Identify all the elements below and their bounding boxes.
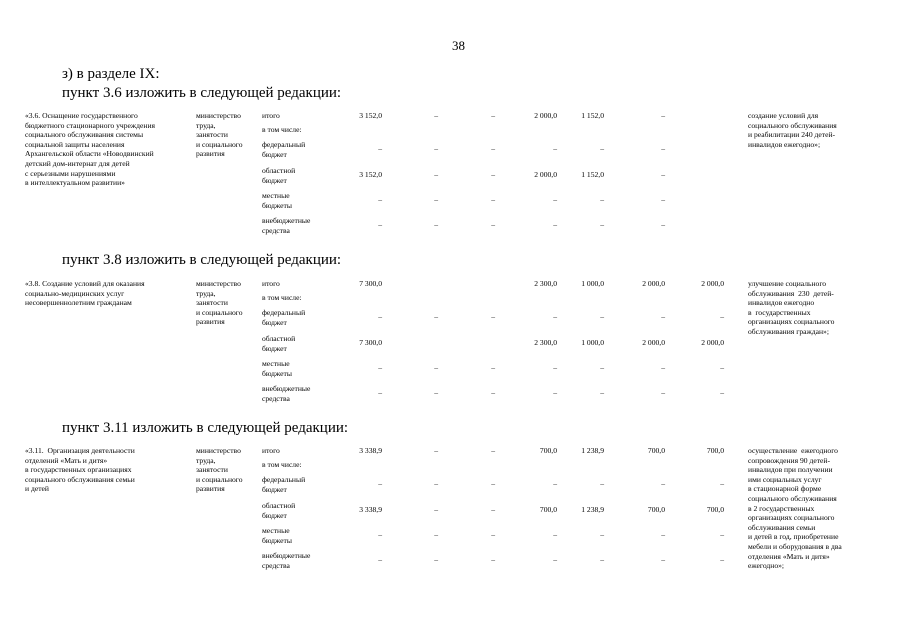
measure-name-line: с серьезными нарушениями — [25, 168, 116, 178]
executor-line: и социального — [196, 139, 243, 149]
funding-source-label: итого — [262, 111, 280, 120]
expected-result-line: и реабилитации 240 детей- — [748, 130, 836, 140]
funding-source-label: внебюджетные — [262, 551, 311, 560]
funding-value: 1 152,0 — [581, 170, 604, 179]
funding-value: – — [378, 195, 382, 204]
funding-value: 700,0 — [647, 446, 665, 455]
expected-result-line: улучшение социального — [748, 279, 827, 288]
funding-value: – — [600, 363, 604, 372]
expected-result-line: обслуживания граждан»; — [748, 327, 829, 336]
funding-source-label: бюджет — [262, 317, 287, 327]
funding-value: 1 238,9 — [581, 505, 604, 514]
funding-value: 7 300,0 — [359, 279, 382, 288]
funding-value: – — [378, 530, 382, 539]
funding-value: 2 300,0 — [534, 338, 557, 347]
executor-line: министерство — [196, 111, 241, 120]
expected-result-line: создание условий для — [748, 111, 819, 120]
funding-value: – — [491, 479, 495, 488]
funding-source-label: местные — [262, 191, 290, 200]
executor-line: министерство — [196, 446, 241, 455]
funding-value: – — [491, 555, 495, 564]
funding-value: – — [553, 195, 557, 204]
funding-value: – — [491, 530, 495, 539]
funding-value: – — [661, 555, 665, 564]
funding-value: – — [720, 388, 724, 397]
funding-value: 700,0 — [539, 505, 557, 514]
funding-source-label: бюджет — [262, 510, 287, 520]
measure-name-line: «3.11. Организация деятельности — [25, 446, 135, 455]
measure-name-line: в интеллектуальном развитии» — [25, 178, 125, 188]
funding-source-label: средства — [262, 393, 290, 403]
expected-result-line: сопровождения 90 детей- — [748, 455, 830, 465]
measure-name-line: несовершеннолетним гражданам — [25, 298, 132, 308]
funding-value: – — [434, 530, 438, 539]
funding-value: 2 300,0 — [534, 279, 557, 288]
funding-value: – — [491, 195, 495, 204]
funding-value: – — [661, 195, 665, 204]
measure-name-line: Архангельской области «Новодвинский — [25, 149, 154, 159]
expected-result-line: инвалидов при получении — [748, 465, 833, 475]
funding-value: – — [553, 363, 557, 372]
funding-value: – — [434, 111, 438, 120]
funding-source-label: областной — [262, 501, 296, 510]
funding-value: – — [553, 144, 557, 153]
funding-value: 1 152,0 — [581, 111, 604, 120]
subsection-heading: пункт 3.6 изложить в следующей редакции: — [62, 85, 342, 101]
funding-value: – — [378, 144, 382, 153]
executor-line: занятости — [196, 298, 228, 308]
measure-name-line: детский дом-интернат для детей — [25, 159, 130, 168]
measure-name-line: социально-медицинских услуг — [25, 288, 125, 298]
funding-value: – — [720, 479, 724, 488]
funding-value: – — [553, 530, 557, 539]
funding-value: – — [553, 479, 557, 488]
measure-name-line: социального обслуживания семьи — [25, 474, 135, 484]
funding-value: – — [661, 170, 665, 179]
executor-line: министерство — [196, 279, 241, 288]
expected-result-line: в стационарной форме — [748, 484, 822, 494]
funding-value: – — [491, 220, 495, 229]
funding-source-label: бюджет — [262, 175, 287, 185]
funding-value: 700,0 — [539, 446, 557, 455]
funding-value: – — [378, 220, 382, 229]
executor-line: развития — [196, 484, 225, 494]
funding-value: – — [600, 312, 604, 321]
expected-result-line: и детей в год, приобретение — [748, 532, 839, 542]
funding-value: – — [661, 111, 665, 120]
executor-line: занятости — [196, 130, 228, 140]
funding-source-label: федеральный — [262, 475, 306, 484]
executor-line: развития — [196, 149, 225, 159]
measure-name-line: отделений «Мать и дитя» — [25, 455, 108, 465]
measure-name-line: социального обслуживания системы — [25, 130, 144, 140]
funding-value: – — [600, 220, 604, 229]
expected-result-line: ежегодно»; — [748, 561, 785, 571]
funding-source-label: местные — [262, 359, 290, 368]
funding-value: 7 300,0 — [359, 338, 382, 347]
funding-value: – — [553, 220, 557, 229]
funding-value: – — [553, 312, 557, 321]
executor-line: и социального — [196, 474, 243, 484]
funding-value: – — [434, 144, 438, 153]
funding-value: 1 000,0 — [581, 279, 604, 288]
funding-value: – — [600, 479, 604, 488]
funding-source-label: бюджет — [262, 343, 287, 353]
measure-name-line: бюджетного стационарного учреждения — [25, 120, 156, 130]
expected-result-line: в государственных — [748, 307, 811, 317]
funding-value: – — [661, 312, 665, 321]
funding-value: – — [720, 363, 724, 372]
funding-source-label: местные — [262, 526, 290, 535]
measure-name-line: в государственных организациях — [25, 465, 132, 475]
funding-value: 700,0 — [706, 446, 724, 455]
executor-line: развития — [196, 317, 225, 327]
section-heading: з) в разделе IX: — [62, 66, 160, 82]
funding-source-label: средства — [262, 225, 290, 235]
funding-value: – — [661, 363, 665, 372]
funding-value: – — [434, 505, 438, 514]
expected-result-line: осуществление ежегодного — [748, 446, 838, 455]
funding-value: – — [720, 555, 724, 564]
funding-value: – — [434, 446, 438, 455]
page-number: 38 — [452, 38, 465, 53]
funding-value: – — [434, 170, 438, 179]
funding-value: – — [720, 312, 724, 321]
funding-value: – — [600, 144, 604, 153]
funding-value: – — [600, 530, 604, 539]
funding-source-label: бюджет — [262, 149, 287, 159]
funding-value: – — [434, 312, 438, 321]
expected-result-line: мебели и оборудования в два — [748, 542, 842, 551]
expected-result-line: обслуживания семьи — [748, 522, 816, 532]
funding-value: – — [491, 505, 495, 514]
funding-value: 1 000,0 — [581, 338, 604, 347]
executor-line: труда, — [196, 455, 216, 465]
funding-value: – — [720, 530, 724, 539]
executor-line: занятости — [196, 465, 228, 475]
expected-result-line: социального обслуживания — [748, 120, 837, 130]
expected-result-line: организациях социального — [748, 317, 835, 327]
subsection-heading: пункт 3.8 изложить в следующей редакции: — [62, 252, 342, 268]
funding-value: 3 152,0 — [359, 170, 382, 179]
funding-value: – — [661, 388, 665, 397]
funding-value: – — [600, 555, 604, 564]
funding-source-label: итого — [262, 446, 280, 455]
subsection-heading: пункт 3.11 изложить в следующей редакции: — [62, 420, 349, 436]
funding-value: – — [600, 195, 604, 204]
funding-value: – — [378, 312, 382, 321]
expected-result-line: обслуживания 230 детей- — [748, 288, 834, 298]
expected-result-line: ими социальных услуг — [748, 474, 822, 484]
funding-value: – — [491, 312, 495, 321]
funding-source-label: в том числе: — [262, 460, 302, 469]
funding-value: – — [434, 555, 438, 564]
executor-line: и социального — [196, 307, 243, 317]
funding-source-label: внебюджетные — [262, 384, 311, 393]
funding-source-label: бюджеты — [262, 535, 292, 545]
measure-name-line: «3.6. Оснащение государственного — [25, 111, 138, 120]
expected-result-line: социального обслуживания — [748, 494, 837, 503]
funding-value: 1 238,9 — [581, 446, 604, 455]
funding-source-label: областной — [262, 334, 296, 343]
funding-value: 3 152,0 — [359, 111, 382, 120]
funding-value: – — [491, 446, 495, 455]
funding-value: 2 000,0 — [534, 111, 557, 120]
funding-value: – — [600, 388, 604, 397]
measure-name-line: и детей — [25, 484, 49, 494]
funding-value: 2 000,0 — [534, 170, 557, 179]
funding-source-label: бюджет — [262, 484, 287, 494]
funding-value: – — [491, 388, 495, 397]
executor-line: труда, — [196, 120, 216, 130]
funding-source-label: в том числе: — [262, 293, 302, 302]
funding-value: – — [491, 111, 495, 120]
funding-source-label: федеральный — [262, 140, 306, 149]
executor-line: труда, — [196, 288, 216, 298]
funding-value: – — [378, 363, 382, 372]
funding-value: 2 000,0 — [642, 279, 665, 288]
expected-result-line: инвалидов ежегодно — [748, 298, 815, 308]
funding-value: – — [434, 479, 438, 488]
funding-value: – — [434, 220, 438, 229]
funding-source-label: бюджеты — [262, 200, 292, 210]
expected-result-line: отделения «Мать и дитя» — [748, 551, 830, 561]
funding-value: – — [378, 388, 382, 397]
funding-value: 3 338,9 — [359, 446, 382, 455]
expected-result-line: организациях социального — [748, 513, 835, 523]
funding-value: – — [434, 388, 438, 397]
funding-source-label: средства — [262, 560, 290, 570]
funding-value: – — [491, 170, 495, 179]
funding-source-label: областной — [262, 166, 296, 175]
funding-source-label: федеральный — [262, 308, 306, 317]
expected-result-line: инвалидов ежегодно»; — [748, 139, 821, 149]
funding-value: – — [661, 530, 665, 539]
funding-source-label: внебюджетные — [262, 216, 311, 225]
funding-value: – — [661, 479, 665, 488]
funding-value: 2 000,0 — [701, 279, 724, 288]
expected-result-line: в 2 государственных — [748, 503, 815, 513]
funding-value: – — [434, 363, 438, 372]
funding-value: – — [661, 220, 665, 229]
measure-name-line: «3.8. Создание условий для оказания — [25, 279, 145, 288]
funding-value: 3 338,9 — [359, 505, 382, 514]
funding-value: – — [553, 388, 557, 397]
funding-value: – — [434, 195, 438, 204]
funding-value: 2 000,0 — [701, 338, 724, 347]
funding-value: 700,0 — [706, 505, 724, 514]
funding-value: 700,0 — [647, 505, 665, 514]
funding-source-label: бюджеты — [262, 368, 292, 378]
funding-value: – — [491, 363, 495, 372]
funding-source-label: итого — [262, 279, 280, 288]
funding-source-label: в том числе: — [262, 125, 302, 134]
measure-name-line: социальной защиты населения — [25, 139, 125, 149]
funding-value: – — [553, 555, 557, 564]
funding-value: – — [378, 479, 382, 488]
funding-value: – — [661, 144, 665, 153]
funding-value: – — [378, 555, 382, 564]
funding-value: 2 000,0 — [642, 338, 665, 347]
funding-value: – — [491, 144, 495, 153]
